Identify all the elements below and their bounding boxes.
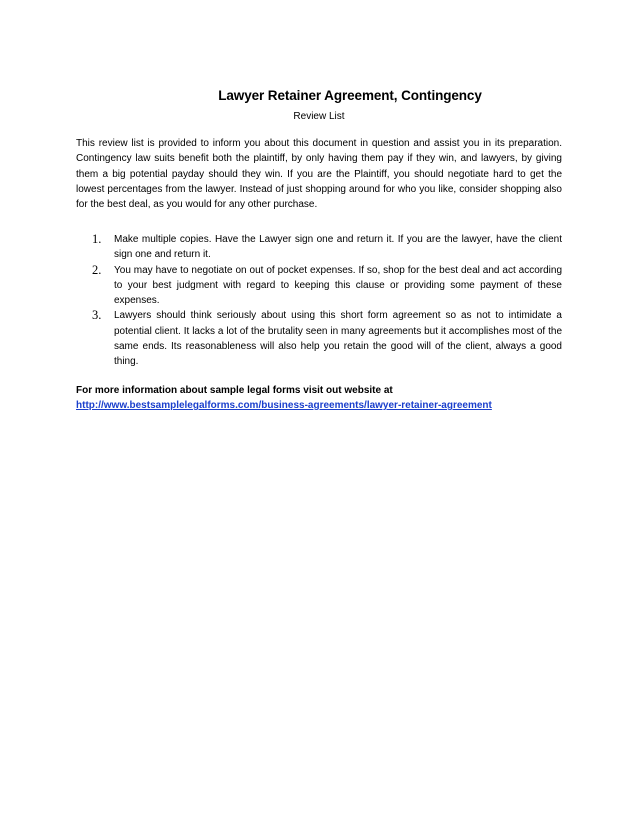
list-item-number: 2. bbox=[92, 262, 102, 277]
list-item bbox=[76, 308, 562, 369]
list-item-text: Make multiple copies. Have the Lawyer sign one and return it. If you are the lawyer, have the client sign one and return it. bbox=[114, 234, 562, 261]
website-link[interactable]: http://www.bestsamplelegalforms.com/business-agreements/lawyer-retainer-agreement bbox=[76, 400, 492, 411]
list-item bbox=[76, 232, 562, 263]
footer-text: For more information about sample legal forms visit out website at bbox=[76, 385, 393, 396]
intro-paragraph: This review list is provided to inform you about this document in question and assist you in its preparation. Contingency law suits benefit both the plaintiff, by only having them pay if they win, and lawyers, by giving them a big potential payday should they win. If you are the Plaintiff, you should negotiate hard to get the lowest percentages from the lawyer. Instead of just shopping around for who you like, consider shopping also for the best deal, as you would for any other purchase. bbox=[76, 138, 562, 211]
document-subtitle: Review List bbox=[293, 111, 345, 122]
document-title: Lawyer Retainer Agreement, Contingency bbox=[218, 88, 482, 103]
list-item bbox=[76, 263, 562, 309]
list-item-number: 1. bbox=[92, 232, 102, 246]
review-steps-list bbox=[76, 232, 562, 370]
list-item-text: Lawyers should think seriously about using this short form agreement so as not to intimidate a potential client. It lacks a lot of the brutality seen in many agreements but it accomplishes most of the same ends. Its reasonableness will also help you retain the good will of the client, always a good thing. bbox=[114, 310, 562, 368]
list-item-number: 3. bbox=[92, 308, 102, 323]
footer-info bbox=[76, 383, 616, 413]
list-item-text: You may have to negotiate on out of pocket expenses. If so, shop for the best deal and act according to your best judgment with regard to keeping this clause or providing some payment of these expenses. bbox=[114, 264, 562, 307]
